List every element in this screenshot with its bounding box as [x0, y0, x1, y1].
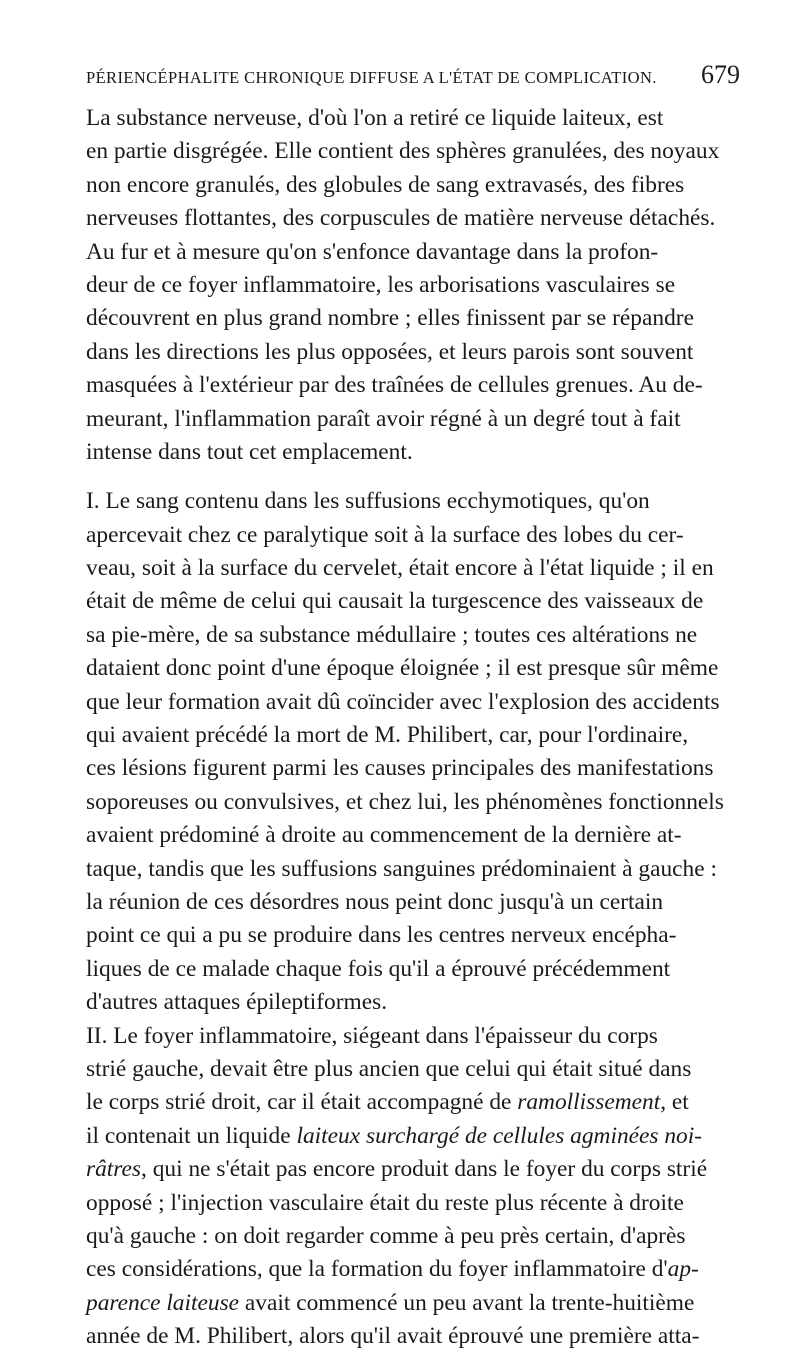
text-line [86, 1320, 740, 1353]
text-line: qui avaient précédé la mort de M. Philibert, car, pour l'ordinaire, [86, 722, 689, 749]
text-line: veau, soit à la surface du cervelet, était encore à l'état liquide ; il en [86, 555, 714, 582]
paragraph-1 [86, 102, 740, 236]
text-line: masquées à l'extérieur par des traînées de cellules grenues. Au de- [86, 372, 703, 399]
page-body [86, 102, 740, 1353]
text-line: soporeuses ou convulsives, et chez lui, les phénomènes fonctionnels [86, 788, 724, 815]
text-line: meurant, l'inflammation paraît avoir régné à un degré tout à fait [86, 405, 681, 432]
text-line: non encore granulés, des globules de sang extravasés, des fibres [86, 171, 685, 198]
text-line [86, 1253, 740, 1286]
text-line: en partie disgrégée. Elle contient des sphères granulées, des noyaux [86, 138, 720, 165]
text-line [86, 1120, 740, 1153]
text-line [86, 1086, 740, 1119]
text-line: La substance nerveuse, d'où l'on a retiré ce liquide laiteux, est [86, 105, 664, 131]
text-line: Au fur et à mesure qu'on s'enfonce davantage dans la profon- [86, 238, 659, 265]
text-line [86, 1187, 740, 1220]
text-line: intense dans tout cet emplacement. [86, 438, 413, 465]
text-line [86, 1153, 740, 1186]
text-line [86, 1220, 740, 1253]
text-run: le corps strié droit, car il était accompagné de [86, 1089, 518, 1116]
text-line: la réunion de ces désordres nous peint donc jusqu'à un certain [86, 888, 664, 915]
text-run: qu'à gauche : on doit regarder comme à peu près certain, d'après [86, 1222, 686, 1249]
text-line: dans les directions les plus opposées, et leurs parois sont souvent [86, 338, 694, 365]
text-line: ces lésions figurent parmi les causes principales des manifestations [86, 755, 714, 782]
page-header [86, 60, 740, 96]
text-line: liques de ce malade chaque fois qu'il a éprouvé précédemment [86, 955, 671, 982]
italic-run: ap- [667, 1256, 699, 1283]
text-line [86, 1053, 740, 1086]
text-line: découvrent en plus grand nombre ; elles finissent par se répandre [86, 305, 694, 332]
text-run: , et [660, 1089, 689, 1116]
paragraph-gap [86, 469, 740, 485]
text-line: était de même de celui qui causait la turgescence des vaisseaux de [86, 588, 704, 615]
text-line: d'autres attaques épileptiformes. [86, 989, 388, 1016]
text-line: sa pie-mère, de sa substance médullaire ; toutes ces altérations ne [86, 621, 698, 648]
page-number: 679 [701, 60, 740, 89]
text-run: II. Le foyer inflammatoire, siégeant dans l'épaisseur du corps [86, 1022, 658, 1049]
running-title: PÉRIENCÉPHALITE CHRONIQUE DIFFUSE A L'ÉTAT DE COMPLICATION. [86, 68, 657, 87]
text-line: I. Le sang contenu dans les suffusions ecchymotiques, qu'on [86, 488, 650, 515]
text-line: dataient donc point d'une époque éloignée ; il est presque sûr même [86, 655, 719, 682]
text-line: nerveuses flottantes, des corpuscules de matière nerveuse détachés. [86, 205, 716, 232]
italic-run: ramollissement [517, 1089, 661, 1116]
text-line [86, 1020, 740, 1053]
text-run: opposé ; l'injection vasculaire était du reste plus récente à droite [86, 1189, 684, 1216]
italic-run: parence laiteuse [86, 1289, 240, 1316]
paragraph-3 [86, 485, 740, 1019]
text-run: strié gauche, devait être plus ancien que celui qui était situé dans [86, 1055, 692, 1082]
text-run: , qui ne s'était pas encore produit dans le foyer du corps strié [141, 1156, 708, 1183]
text-line: point ce qui a pu se produire dans les centres nerveux encépha- [86, 922, 677, 949]
text-line [86, 1287, 740, 1320]
italic-run: laiteux surchargé de cellules agminées noi- [296, 1122, 703, 1149]
italic-run: râtres [86, 1156, 142, 1183]
text-run: il contenait un liquide [86, 1122, 297, 1149]
paragraph-4 [86, 1020, 740, 1353]
text-run: année de M. Philibert, alors qu'il avait éprouvé une première atta- [86, 1323, 700, 1350]
text-run: avait commencé un peu avant la trente-huitième [239, 1289, 695, 1316]
text-run: ces considérations, que la formation du foyer inflammatoire d' [86, 1256, 668, 1283]
text-line: taque, tandis que les suffusions sanguines prédominaient à gauche : [86, 855, 717, 882]
paragraph-2 [86, 236, 740, 470]
text-line: apercevait chez ce paralytique soit à la surface des lobes du cer- [86, 521, 684, 548]
text-line: avaient prédominé à droite au commencement de la dernière at- [86, 822, 682, 849]
text-line: que leur formation avait dû coïncider avec l'explosion des accidents [86, 688, 720, 715]
text-line: deur de ce foyer inflammatoire, les arborisations vasculaires se [86, 271, 676, 298]
